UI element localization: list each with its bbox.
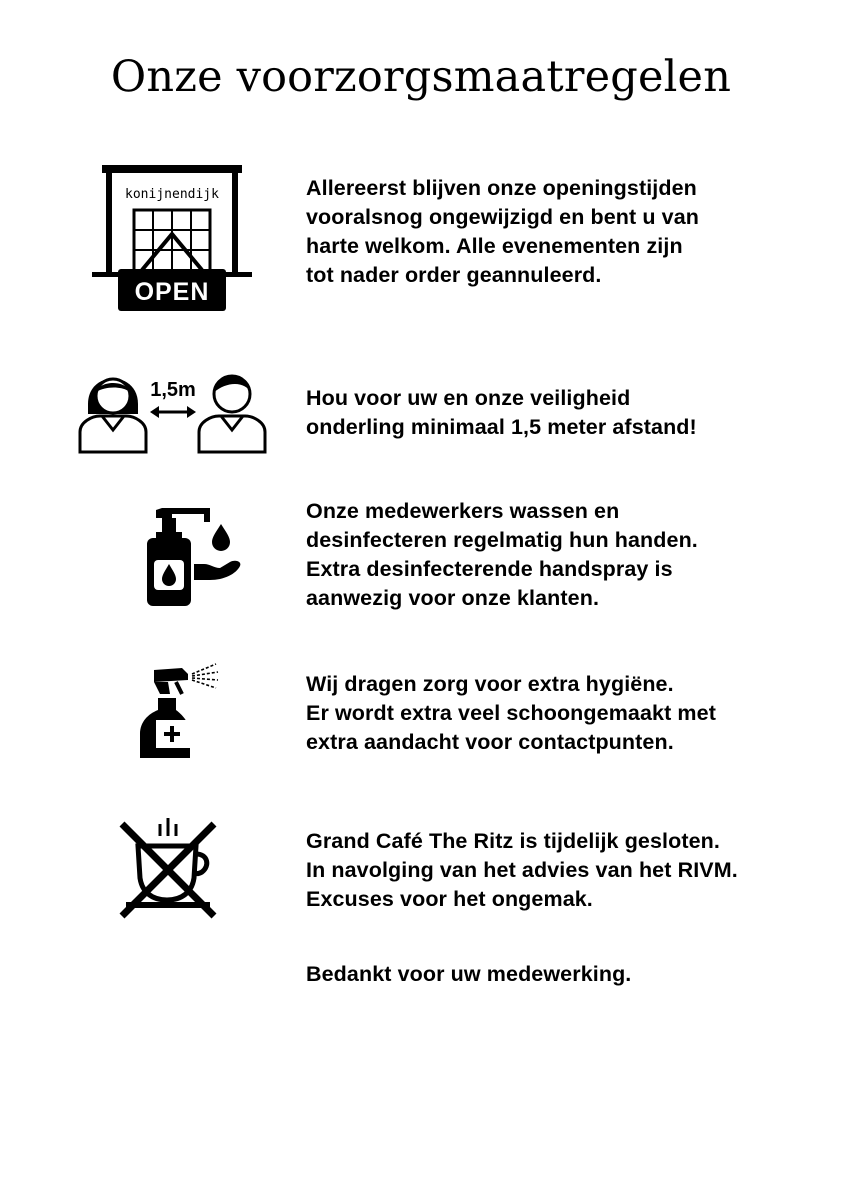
open-sign-text: OPEN bbox=[134, 278, 210, 306]
rule-text-hygiene: Wij dragen zorg voor extra hygiëne. Er wordt extra veel schoongemaakt met extra aandacht voor contactpunten. bbox=[306, 672, 716, 754]
spray-bottle-icon bbox=[136, 658, 220, 762]
rule-text-distance: Hou voor uw en onze veiligheid onderling minimaal 1,5 meter afstand! bbox=[306, 386, 697, 439]
page-title: Onze voorzorgsmaatregelen bbox=[110, 52, 732, 102]
hand-sanitizer-icon bbox=[144, 504, 244, 608]
shop-open-icon bbox=[90, 164, 254, 314]
rule-text-cafe-closed: Grand Café The Ritz is tijdelijk gesloten. In navolging van het advies van het RIVM. Excuses voor het ongemak. bbox=[306, 829, 738, 911]
rule-text-opening-hours: Allereerst blijven onze openingstijden vooralsnog ongewijzigd en bent u van harte welkom. Alle evenementen zijn tot nader order geannuleerd. bbox=[306, 176, 700, 287]
cafe-closed-icon bbox=[116, 816, 220, 922]
social-distance-icon bbox=[78, 366, 268, 454]
rule-text-hand-washing: Onze medewerkers wassen en desinfecteren regelmatig hun handen. Extra desinfecterende handspray is aanwezig voor onze klanten. bbox=[306, 499, 698, 610]
closing-text: Bedankt voor uw medewerking. bbox=[306, 962, 632, 986]
distance-label: 1,5m bbox=[150, 379, 196, 401]
store-name-text: konijnendijk bbox=[125, 187, 219, 202]
